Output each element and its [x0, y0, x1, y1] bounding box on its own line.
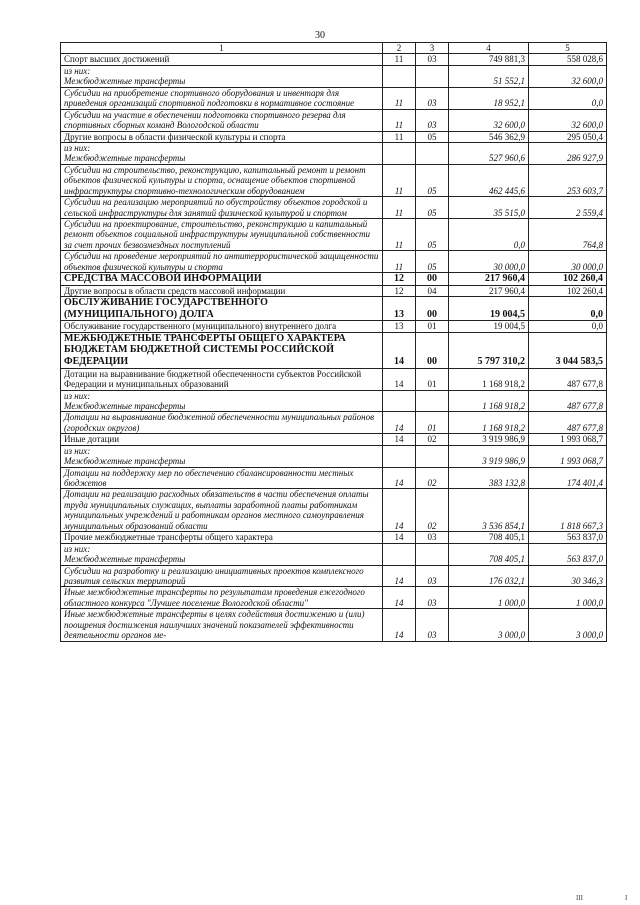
row-subsection-code: 00 [416, 332, 449, 368]
row-value-col4: 383 132,8 [449, 467, 529, 489]
row-value-col4: 1 000,0 [449, 587, 529, 609]
row-name: Иные дотации [61, 434, 383, 445]
row-name: Прочие межбюджетные трансферты общего характера [61, 532, 383, 543]
table-row [61, 251, 607, 273]
row-section-code [383, 142, 416, 164]
row-section-code: 13 [383, 321, 416, 332]
row-value-col4: 32 600,0 [449, 109, 529, 131]
row-value-col5: 487 677,8 [529, 390, 607, 412]
table-row [61, 321, 607, 332]
table-row [61, 390, 607, 412]
row-name: Субсидии на приобретение спортивного оборудования и инвентаря для приведения организаций спортивной подготовки в нормативное состояние [61, 87, 383, 109]
row-section-code: 11 [383, 87, 416, 109]
footer-mark-right: I [625, 894, 628, 902]
row-value-col4: 30 000,0 [449, 251, 529, 273]
row-subsection-code [416, 142, 449, 164]
row-value-col4: 3 919 986,9 [449, 434, 529, 445]
row-value-col4: 19 004,5 [449, 321, 529, 332]
table-row [61, 565, 607, 587]
row-value-col5: 563 837,0 [529, 532, 607, 543]
row-value-col5: 286 927,9 [529, 142, 607, 164]
row-value-col4: 18 952,1 [449, 87, 529, 109]
row-value-col5: 1 818 667,3 [529, 489, 607, 532]
row-section-code [383, 390, 416, 412]
row-value-col5: 3 044 583,5 [529, 332, 607, 368]
row-subsection-code: 02 [416, 467, 449, 489]
row-name: из них: Межбюджетные трансферты [61, 445, 383, 467]
row-name: из них: Межбюджетные трансферты [61, 142, 383, 164]
table-row [61, 131, 607, 142]
header-cell: 2 [383, 43, 416, 54]
row-section-code: 14 [383, 609, 416, 641]
header-cell: 3 [416, 43, 449, 54]
row-section-code: 11 [383, 251, 416, 273]
row-subsection-code [416, 65, 449, 87]
row-section-code: 11 [383, 109, 416, 131]
row-subsection-code: 01 [416, 321, 449, 332]
row-value-col4: 749 881,3 [449, 54, 529, 65]
table-row [61, 285, 607, 296]
table-row [61, 489, 607, 532]
row-subsection-code: 02 [416, 434, 449, 445]
row-name: Другие вопросы в области физической культуры и спорта [61, 131, 383, 142]
row-name: Субсидии на проведение мероприятий по антитеррористической защищенности объектов физической культуры и спорта [61, 251, 383, 273]
table-row [61, 412, 607, 434]
row-name: Дотации на выравнивание бюджетной обеспеченности субъектов Российской Федерации и муниципальных образований [61, 368, 383, 390]
row-name: Дотации на реализацию расходных обязательств в части обеспечения оплаты труда муниципальных служащих, выплаты заработной платы работникам муниципальных учреждений и работникам органов местного самоуправления муниципальных образований области [61, 489, 383, 532]
row-section-code: 11 [383, 197, 416, 219]
row-section-code: 14 [383, 412, 416, 434]
row-value-col4: 176 032,1 [449, 565, 529, 587]
row-name: Другие вопросы в области средств массовой информации [61, 285, 383, 296]
row-name: Спорт высших достижений [61, 54, 383, 65]
row-subsection-code [416, 390, 449, 412]
row-value-col5: 3 000,0 [529, 609, 607, 641]
row-value-col4: 3 000,0 [449, 609, 529, 641]
row-value-col4: 546 362,9 [449, 131, 529, 142]
row-section-code: 14 [383, 368, 416, 390]
row-value-col5: 102 260,4 [529, 273, 607, 286]
row-value-col5: 30 346,3 [529, 565, 607, 587]
row-value-col5: 1 993 068,7 [529, 445, 607, 467]
row-section-code: 13 [383, 297, 416, 321]
row-subsection-code: 05 [416, 251, 449, 273]
table-row [61, 332, 607, 368]
row-subsection-code: 03 [416, 109, 449, 131]
row-value-col4: 35 515,0 [449, 197, 529, 219]
table-row [61, 65, 607, 87]
row-subsection-code: 03 [416, 609, 449, 641]
row-subsection-code: 01 [416, 368, 449, 390]
row-value-col5: 558 028,6 [529, 54, 607, 65]
row-subsection-code: 05 [416, 164, 449, 196]
table-row [61, 543, 607, 565]
table-row [61, 368, 607, 390]
row-value-col4: 19 004,5 [449, 297, 529, 321]
row-subsection-code: 05 [416, 219, 449, 251]
row-value-col4: 1 168 918,2 [449, 412, 529, 434]
row-name: Субсидии на разработку и реализацию инициативных проектов комплексного развития сельских территорий [61, 565, 383, 587]
row-subsection-code: 00 [416, 273, 449, 286]
row-subsection-code: 02 [416, 489, 449, 532]
header-cell: 1 [61, 43, 383, 54]
row-name: из них: Межбюджетные трансферты [61, 543, 383, 565]
table-row [61, 587, 607, 609]
row-name: Субсидии на участие в обеспечении подготовки спортивного резерва для спортивных сборных команд Вологодской области [61, 109, 383, 131]
row-name: Субсидии на проектирование, строительство, реконструкцию и капитальный ремонт объектов социальной инфраструктуры муниципальной собственности за счет прочих безвозмездных поступлений [61, 219, 383, 251]
row-value-col5: 764,8 [529, 219, 607, 251]
row-value-col4: 0,0 [449, 219, 529, 251]
row-value-col5: 32 600,0 [529, 65, 607, 87]
row-value-col4: 3 919 986,9 [449, 445, 529, 467]
row-subsection-code: 03 [416, 87, 449, 109]
row-section-code: 11 [383, 219, 416, 251]
row-value-col5: 102 260,4 [529, 285, 607, 296]
row-name: Дотации на поддержку мер по обеспечению сбалансированности местных бюджетов [61, 467, 383, 489]
row-value-col5: 487 677,8 [529, 412, 607, 434]
budget-table [60, 42, 607, 642]
row-value-col5: 295 050,4 [529, 131, 607, 142]
row-section-code: 12 [383, 273, 416, 286]
row-value-col4: 708 405,1 [449, 543, 529, 565]
row-value-col4: 51 552,1 [449, 65, 529, 87]
row-subsection-code: 05 [416, 197, 449, 219]
row-name: из них: Межбюджетные трансферты [61, 65, 383, 87]
row-name: СРЕДСТВА МАССОВОЙ ИНФОРМАЦИИ [61, 273, 383, 286]
row-value-col4: 3 536 854,1 [449, 489, 529, 532]
row-value-col4: 527 960,6 [449, 142, 529, 164]
table-row [61, 142, 607, 164]
row-value-col5: 2 559,4 [529, 197, 607, 219]
row-section-code: 14 [383, 565, 416, 587]
row-section-code: 11 [383, 131, 416, 142]
table-row [61, 434, 607, 445]
row-value-col5: 563 837,0 [529, 543, 607, 565]
row-name: Иные межбюджетные трансферты в целях содействия достижению и (или) поощрения достижения наилучших значений показателей эффективности деятельности органов ме- [61, 609, 383, 641]
row-subsection-code: 04 [416, 285, 449, 296]
row-name: из них: Межбюджетные трансферты [61, 390, 383, 412]
page-number: 30 [315, 30, 325, 41]
row-value-col5: 0,0 [529, 87, 607, 109]
header-cell: 5 [529, 43, 607, 54]
row-subsection-code: 03 [416, 565, 449, 587]
row-subsection-code: 00 [416, 297, 449, 321]
table-row [61, 87, 607, 109]
row-value-col4: 217 960,4 [449, 285, 529, 296]
row-value-col4: 462 445,6 [449, 164, 529, 196]
table-row [61, 109, 607, 131]
row-value-col5: 487 677,8 [529, 368, 607, 390]
row-value-col5: 1 993 068,7 [529, 434, 607, 445]
row-subsection-code [416, 543, 449, 565]
row-section-code [383, 65, 416, 87]
row-subsection-code: 05 [416, 131, 449, 142]
row-value-col5: 32 600,0 [529, 109, 607, 131]
row-section-code [383, 543, 416, 565]
row-section-code: 12 [383, 285, 416, 296]
row-value-col5: 30 000,0 [529, 251, 607, 273]
row-value-col5: 253 603,7 [529, 164, 607, 196]
row-subsection-code: 01 [416, 412, 449, 434]
row-value-col5: 0,0 [529, 321, 607, 332]
row-value-col4: 217 960,4 [449, 273, 529, 286]
row-subsection-code: 03 [416, 587, 449, 609]
row-name: ОБСЛУЖИВАНИЕ ГОСУДАРСТВЕННОГО (МУНИЦИПАЛЬНОГО) ДОЛГА [61, 297, 383, 321]
row-section-code: 14 [383, 434, 416, 445]
row-section-code [383, 445, 416, 467]
row-value-col5: 1 000,0 [529, 587, 607, 609]
row-section-code: 14 [383, 587, 416, 609]
row-value-col4: 1 168 918,2 [449, 368, 529, 390]
row-section-code: 14 [383, 467, 416, 489]
row-section-code: 14 [383, 489, 416, 532]
row-section-code: 14 [383, 532, 416, 543]
header-cell: 4 [449, 43, 529, 54]
table-row [61, 609, 607, 641]
table-row [61, 273, 607, 286]
row-name: Обслуживание государственного (муниципального) внутреннего долга [61, 321, 383, 332]
row-value-col5: 174 401,4 [529, 467, 607, 489]
row-subsection-code: 03 [416, 532, 449, 543]
table-row [61, 164, 607, 196]
table-row [61, 54, 607, 65]
row-value-col4: 1 168 918,2 [449, 390, 529, 412]
table-row [61, 467, 607, 489]
row-subsection-code [416, 445, 449, 467]
row-section-code: 11 [383, 164, 416, 196]
table-row [61, 297, 607, 321]
row-name: Субсидии на реализацию мероприятий по обустройству объектов городской и сельской инфраструктуры для занятий физической культурой и спортом [61, 197, 383, 219]
table-row [61, 532, 607, 543]
row-value-col5: 0,0 [529, 297, 607, 321]
row-value-col4: 5 797 310,2 [449, 332, 529, 368]
row-name: Иные межбюджетные трансферты по результатам проведения ежегодного областного конкурса "Лучшее поселение Вологодской области" [61, 587, 383, 609]
row-subsection-code: 03 [416, 54, 449, 65]
table-header-row [61, 43, 607, 54]
row-name: МЕЖБЮДЖЕТНЫЕ ТРАНСФЕРТЫ ОБЩЕГО ХАРАКТЕРА БЮДЖЕТАМ БЮДЖЕТНОЙ СИСТЕМЫ РОССИЙСКОЙ ФЕДЕРАЦИИ [61, 332, 383, 368]
row-value-col4: 708 405,1 [449, 532, 529, 543]
table-row [61, 219, 607, 251]
table-row [61, 445, 607, 467]
row-name: Дотации на выравнивание бюджетной обеспеченности муниципальных районов (городских округов) [61, 412, 383, 434]
row-section-code: 11 [383, 54, 416, 65]
table-row [61, 197, 607, 219]
row-section-code: 14 [383, 332, 416, 368]
row-name: Субсидии на строительство, реконструкцию, капитальный ремонт и ремонт объектов физической культуры и спорта, оснащение объектов спортивной инфраструктуры спортивно-технологическим оборудованием [61, 164, 383, 196]
footer-mark-left: III [576, 894, 583, 902]
